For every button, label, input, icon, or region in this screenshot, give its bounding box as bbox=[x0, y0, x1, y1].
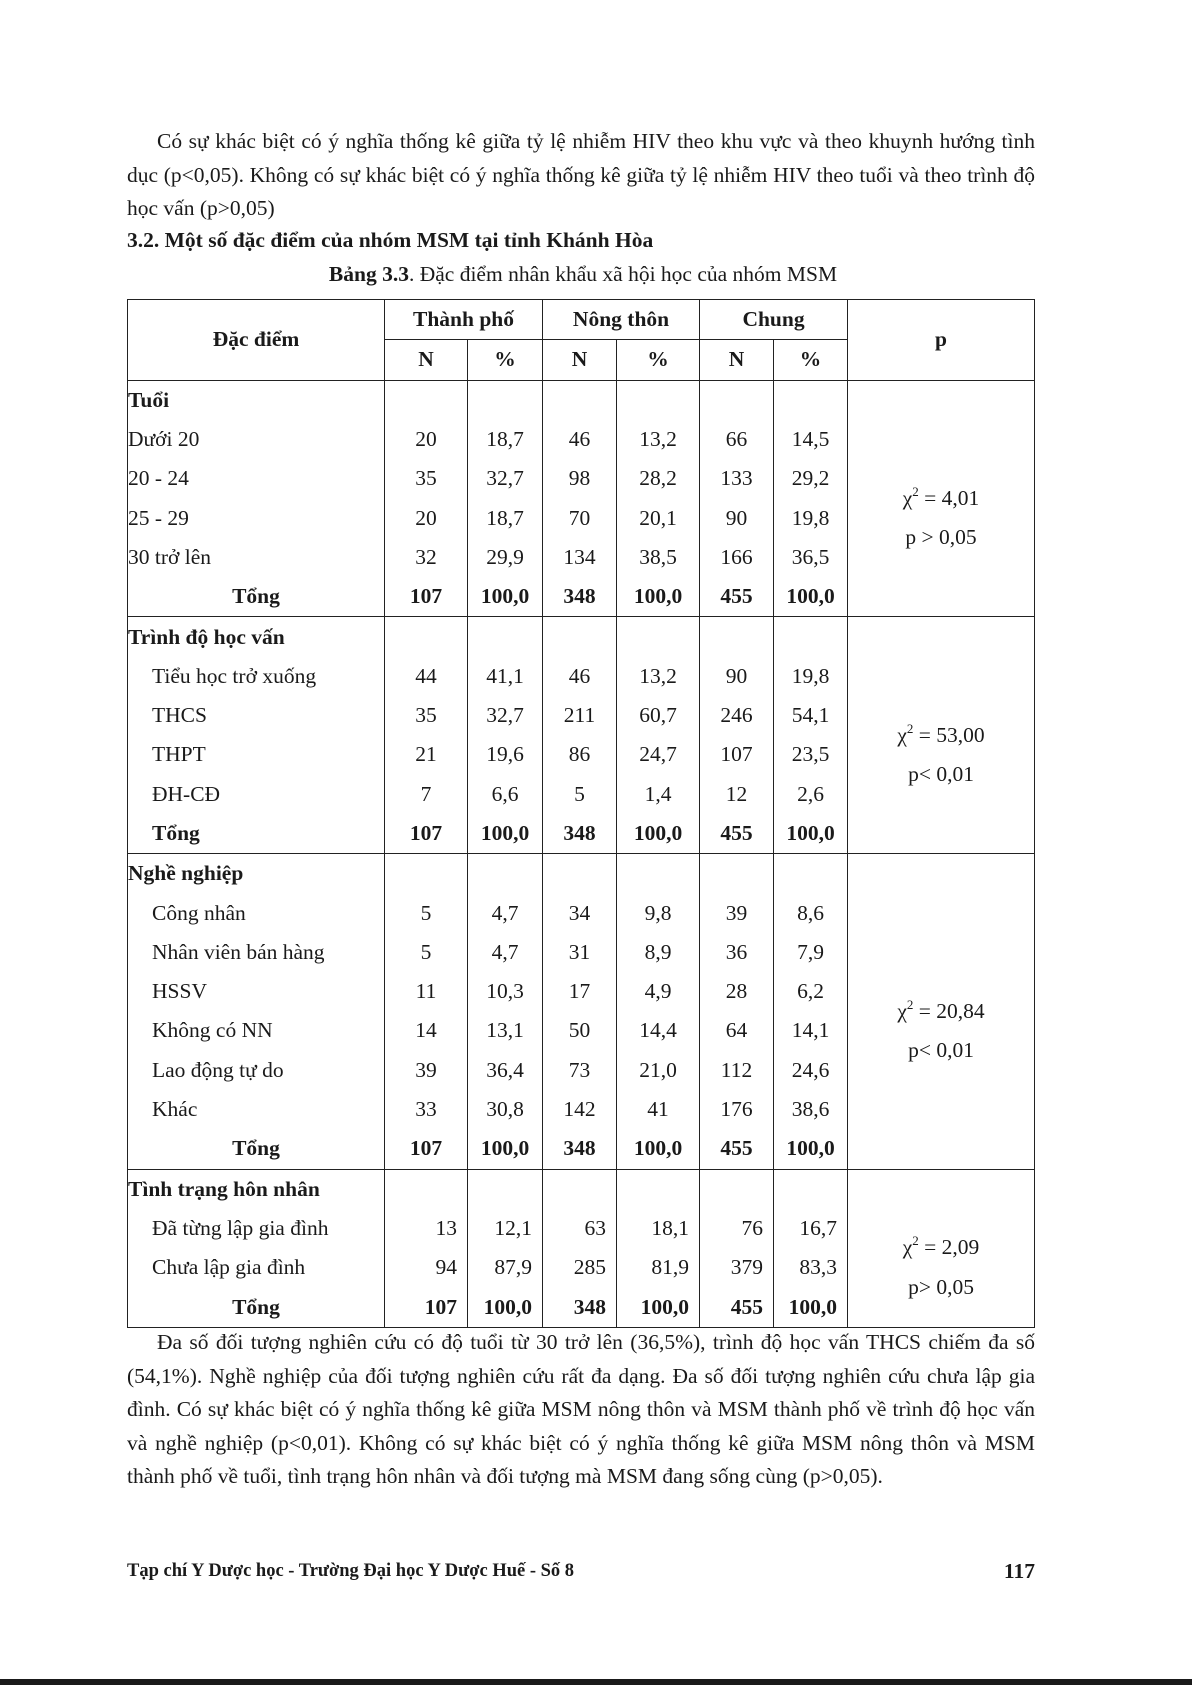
p-spacer bbox=[848, 440, 1034, 479]
count-cell: 20 bbox=[385, 498, 468, 537]
count-cell: 46 bbox=[543, 657, 617, 696]
count-cell: 90 bbox=[700, 498, 774, 537]
count-cell: 21 bbox=[385, 735, 468, 774]
chi-value: = 2,09 bbox=[918, 1235, 980, 1260]
percent-cell: 32,7 bbox=[468, 696, 543, 735]
chi-value: = 20,84 bbox=[913, 998, 985, 1023]
count-cell: 70 bbox=[543, 498, 617, 537]
chi-superscript: 2 bbox=[912, 1233, 919, 1249]
count-cell: 13 bbox=[385, 1209, 468, 1248]
percent-cell: 100,0 bbox=[468, 1129, 543, 1169]
percent-cell: 100,0 bbox=[468, 1287, 543, 1327]
chi-superscript: 2 bbox=[912, 483, 919, 499]
row-label: THCS bbox=[128, 696, 385, 735]
count-cell: 31 bbox=[543, 933, 617, 972]
percent-cell: 14,1 bbox=[774, 1011, 848, 1050]
group-title-row bbox=[128, 617, 1035, 657]
count-cell: 12 bbox=[700, 775, 774, 814]
empty-cell bbox=[468, 1169, 543, 1209]
group-title: Tình trạng hôn nhân bbox=[128, 1169, 385, 1209]
count-cell: 33 bbox=[385, 1090, 468, 1129]
chi-square-statistic bbox=[848, 992, 1034, 1031]
percent-cell: 100,0 bbox=[774, 1129, 848, 1169]
row-label: Tổng bbox=[128, 1287, 385, 1327]
table-group bbox=[128, 617, 1035, 854]
percent-cell: 60,7 bbox=[617, 696, 700, 735]
count-cell: 32 bbox=[385, 538, 468, 577]
count-cell: 134 bbox=[543, 538, 617, 577]
p-value-cell bbox=[848, 1169, 1035, 1327]
group-title-row bbox=[128, 1169, 1035, 1209]
empty-cell bbox=[385, 854, 468, 894]
chi-symbol: χ bbox=[902, 485, 913, 510]
chi-square-statistic bbox=[848, 479, 1034, 518]
empty-cell bbox=[774, 854, 848, 894]
percent-cell: 1,4 bbox=[617, 775, 700, 814]
count-cell: 142 bbox=[543, 1090, 617, 1129]
count-cell: 107 bbox=[385, 1287, 468, 1327]
count-cell: 63 bbox=[543, 1209, 617, 1248]
table-caption-text: . Đặc điểm nhân khẩu xã hội học của nhóm MSM bbox=[408, 262, 838, 286]
count-cell: 348 bbox=[543, 814, 617, 854]
header-pct: % bbox=[774, 340, 848, 380]
percent-cell: 100,0 bbox=[617, 1129, 700, 1169]
count-cell: 7 bbox=[385, 775, 468, 814]
count-cell: 14 bbox=[385, 1011, 468, 1050]
chi-value: = 4,01 bbox=[918, 485, 980, 510]
percent-cell: 18,1 bbox=[617, 1209, 700, 1248]
count-cell: 39 bbox=[700, 893, 774, 932]
count-cell: 34 bbox=[543, 893, 617, 932]
count-cell: 107 bbox=[385, 1129, 468, 1169]
group-title-row bbox=[128, 854, 1035, 894]
header-n: N bbox=[700, 340, 774, 380]
table-group bbox=[128, 380, 1035, 617]
scan-edge-bar bbox=[0, 1679, 1192, 1685]
row-label: Tổng bbox=[128, 1129, 385, 1169]
percent-cell: 16,7 bbox=[774, 1209, 848, 1248]
chi-value: = 53,00 bbox=[913, 722, 985, 747]
p-value: p> 0,05 bbox=[908, 1274, 974, 1299]
chi-symbol: χ bbox=[897, 722, 907, 747]
percent-cell: 38,5 bbox=[617, 538, 700, 577]
percent-cell: 13,1 bbox=[468, 1011, 543, 1050]
row-label: Khác bbox=[128, 1090, 385, 1129]
percent-cell: 19,8 bbox=[774, 498, 848, 537]
empty-cell bbox=[543, 1169, 617, 1209]
count-cell: 133 bbox=[700, 459, 774, 498]
count-cell: 5 bbox=[385, 893, 468, 932]
row-label: Đã từng lập gia đình bbox=[128, 1209, 385, 1248]
empty-cell bbox=[617, 1169, 700, 1209]
count-cell: 66 bbox=[700, 420, 774, 459]
percent-cell: 36,5 bbox=[774, 538, 848, 577]
p-value-cell bbox=[848, 617, 1035, 854]
percent-cell: 41,1 bbox=[468, 657, 543, 696]
intro-paragraph: Có sự khác biệt có ý nghĩa thống kê giữa tỷ lệ nhiễm HIV theo khu vực và theo khuynh hướng tình dục (p<0,05). Không có sự khác biệt có ý nghĩa thống kê giữa tỷ lệ nhiễm HIV theo tuổi và theo trình độ học vấn (p>0,05) bbox=[127, 129, 1035, 220]
row-label: 30 trở lên bbox=[128, 538, 385, 577]
p-spacer bbox=[848, 676, 1034, 715]
header-pct: % bbox=[617, 340, 700, 380]
count-cell: 86 bbox=[543, 735, 617, 774]
header-nong-thon: Nông thôn bbox=[543, 300, 700, 340]
percent-cell: 8,6 bbox=[774, 893, 848, 932]
empty-cell bbox=[468, 617, 543, 657]
percent-cell: 100,0 bbox=[774, 1287, 848, 1327]
header-n: N bbox=[385, 340, 468, 380]
count-cell: 90 bbox=[700, 657, 774, 696]
percent-cell: 8,9 bbox=[617, 933, 700, 972]
percent-cell: 100,0 bbox=[617, 577, 700, 617]
count-cell: 379 bbox=[700, 1248, 774, 1287]
percent-cell: 21,0 bbox=[617, 1051, 700, 1090]
count-cell: 20 bbox=[385, 420, 468, 459]
p-value-cell bbox=[848, 854, 1035, 1169]
percent-cell: 83,3 bbox=[774, 1248, 848, 1287]
count-cell: 107 bbox=[385, 814, 468, 854]
count-cell: 44 bbox=[385, 657, 468, 696]
percent-cell: 10,3 bbox=[468, 972, 543, 1011]
count-cell: 348 bbox=[543, 1287, 617, 1327]
empty-cell bbox=[774, 1169, 848, 1209]
percent-cell: 28,2 bbox=[617, 459, 700, 498]
count-cell: 285 bbox=[543, 1248, 617, 1287]
empty-cell bbox=[543, 380, 617, 420]
percent-cell: 54,1 bbox=[774, 696, 848, 735]
table-caption bbox=[0, 262, 1166, 287]
percent-cell: 14,5 bbox=[774, 420, 848, 459]
header-n: N bbox=[543, 340, 617, 380]
row-label: 20 - 24 bbox=[128, 459, 385, 498]
empty-cell bbox=[774, 380, 848, 420]
p-spacer bbox=[848, 952, 1034, 991]
count-cell: 50 bbox=[543, 1011, 617, 1050]
group-title-row bbox=[128, 380, 1035, 420]
empty-cell bbox=[385, 1169, 468, 1209]
row-label: Chưa lập gia đình bbox=[128, 1248, 385, 1287]
percent-cell: 100,0 bbox=[468, 577, 543, 617]
empty-cell bbox=[385, 617, 468, 657]
p-value: p > 0,05 bbox=[905, 525, 977, 550]
percent-cell: 100,0 bbox=[617, 814, 700, 854]
percent-cell: 9,8 bbox=[617, 893, 700, 932]
p-value: p< 0,01 bbox=[908, 761, 974, 786]
percent-cell: 23,5 bbox=[774, 735, 848, 774]
count-cell: 455 bbox=[700, 1287, 774, 1327]
row-label: Tiểu học trở xuống bbox=[128, 657, 385, 696]
empty-cell bbox=[700, 617, 774, 657]
count-cell: 28 bbox=[700, 972, 774, 1011]
percent-cell: 81,9 bbox=[617, 1248, 700, 1287]
journal-footer: Tạp chí Y Dược học - Trường Đại học Y Dược Huế - Số 8 bbox=[127, 1561, 575, 1581]
group-title: Tuổi bbox=[128, 380, 385, 420]
chi-superscript: 2 bbox=[906, 720, 914, 736]
row-label: Tổng bbox=[128, 814, 385, 854]
header-chung: Chung bbox=[700, 300, 848, 340]
percent-cell: 30,8 bbox=[468, 1090, 543, 1129]
percent-cell: 24,6 bbox=[774, 1051, 848, 1090]
row-label: Lao động tự do bbox=[128, 1051, 385, 1090]
count-cell: 94 bbox=[385, 1248, 468, 1287]
percent-cell: 100,0 bbox=[617, 1287, 700, 1327]
empty-cell bbox=[700, 380, 774, 420]
count-cell: 39 bbox=[385, 1051, 468, 1090]
percent-cell: 4,9 bbox=[617, 972, 700, 1011]
p-spacer bbox=[848, 1189, 1034, 1228]
section-heading: 3.2. Một số đặc điểm của nhóm MSM tại tỉnh Khánh Hòa bbox=[127, 228, 654, 252]
chi-symbol: χ bbox=[902, 1235, 913, 1260]
count-cell: 5 bbox=[543, 775, 617, 814]
count-cell: 348 bbox=[543, 577, 617, 617]
percent-cell: 32,7 bbox=[468, 459, 543, 498]
percent-cell: 19,8 bbox=[774, 657, 848, 696]
p-value: p< 0,01 bbox=[908, 1037, 974, 1062]
empty-cell bbox=[617, 380, 700, 420]
percent-cell: 18,7 bbox=[468, 420, 543, 459]
percent-cell: 100,0 bbox=[468, 814, 543, 854]
row-label: 25 - 29 bbox=[128, 498, 385, 537]
count-cell: 35 bbox=[385, 696, 468, 735]
count-cell: 46 bbox=[543, 420, 617, 459]
p-value-cell bbox=[848, 380, 1035, 617]
percent-cell: 6,6 bbox=[468, 775, 543, 814]
row-label: HSSV bbox=[128, 972, 385, 1011]
chi-square-statistic bbox=[848, 716, 1034, 755]
count-cell: 166 bbox=[700, 538, 774, 577]
count-cell: 64 bbox=[700, 1011, 774, 1050]
chi-symbol: χ bbox=[897, 998, 907, 1023]
percent-cell: 41 bbox=[617, 1090, 700, 1129]
count-cell: 17 bbox=[543, 972, 617, 1011]
count-cell: 35 bbox=[385, 459, 468, 498]
group-title: Trình độ học vấn bbox=[128, 617, 385, 657]
row-label: ĐH-CĐ bbox=[128, 775, 385, 814]
count-cell: 107 bbox=[700, 735, 774, 774]
page-number: 117 bbox=[1003, 1559, 1035, 1583]
percent-cell: 29,9 bbox=[468, 538, 543, 577]
percent-cell: 100,0 bbox=[774, 577, 848, 617]
chi-square-statistic bbox=[848, 1228, 1034, 1267]
row-label: Nhân viên bán hàng bbox=[128, 933, 385, 972]
percent-cell: 13,2 bbox=[617, 420, 700, 459]
count-cell: 246 bbox=[700, 696, 774, 735]
percent-cell: 36,4 bbox=[468, 1051, 543, 1090]
count-cell: 455 bbox=[700, 1129, 774, 1169]
percent-cell: 4,7 bbox=[468, 933, 543, 972]
msm-characteristics-table bbox=[127, 299, 1035, 1328]
header-dac-diem: Đặc điểm bbox=[128, 300, 385, 381]
empty-cell bbox=[774, 617, 848, 657]
empty-cell bbox=[617, 854, 700, 894]
empty-cell bbox=[468, 854, 543, 894]
percent-cell: 20,1 bbox=[617, 498, 700, 537]
empty-cell bbox=[543, 617, 617, 657]
percent-cell: 87,9 bbox=[468, 1248, 543, 1287]
count-cell: 76 bbox=[700, 1209, 774, 1248]
count-cell: 11 bbox=[385, 972, 468, 1011]
count-cell: 5 bbox=[385, 933, 468, 972]
empty-cell bbox=[543, 854, 617, 894]
percent-cell: 4,7 bbox=[468, 893, 543, 932]
percent-cell: 13,2 bbox=[617, 657, 700, 696]
header-pct: % bbox=[468, 340, 543, 380]
percent-cell: 14,4 bbox=[617, 1011, 700, 1050]
count-cell: 73 bbox=[543, 1051, 617, 1090]
empty-cell bbox=[468, 380, 543, 420]
count-cell: 107 bbox=[385, 577, 468, 617]
percent-cell: 29,2 bbox=[774, 459, 848, 498]
count-cell: 98 bbox=[543, 459, 617, 498]
count-cell: 348 bbox=[543, 1129, 617, 1169]
summary-paragraph: Đa số đối tượng nghiên cứu có độ tuổi từ 30 trở lên (36,5%), trình độ học vấn THCS chiếm đa số (54,1%). Nghề nghiệp của đối tượng nghiên cứu rất đa dạng. Đa số đối tượng nghiên cứu chưa lập gia đình. Có sự khác biệt có ý nghĩa thống kê giữa MSM nông thôn và MSM thành phố về trình độ học vấn và nghề nghiệp (p<0,01). Không có sự khác biệt có ý nghĩa thống kê giữa MSM nông thôn và MSM thành phố về tuổi, tình trạng hôn nhân và đối tượng mà MSM đang sống cùng (p>0,05). bbox=[127, 1330, 1035, 1488]
header-p: p bbox=[848, 300, 1035, 381]
count-cell: 455 bbox=[700, 814, 774, 854]
count-cell: 455 bbox=[700, 577, 774, 617]
percent-cell: 18,7 bbox=[468, 498, 543, 537]
row-label: Dưới 20 bbox=[128, 420, 385, 459]
table-group bbox=[128, 1169, 1035, 1327]
row-label: Không có NN bbox=[128, 1011, 385, 1050]
row-label: Công nhân bbox=[128, 893, 385, 932]
percent-cell: 38,6 bbox=[774, 1090, 848, 1129]
empty-cell bbox=[385, 380, 468, 420]
empty-cell bbox=[700, 854, 774, 894]
count-cell: 211 bbox=[543, 696, 617, 735]
percent-cell: 2,6 bbox=[774, 775, 848, 814]
count-cell: 112 bbox=[700, 1051, 774, 1090]
empty-cell bbox=[700, 1169, 774, 1209]
percent-cell: 100,0 bbox=[774, 814, 848, 854]
percent-cell: 7,9 bbox=[774, 933, 848, 972]
percent-cell: 19,6 bbox=[468, 735, 543, 774]
count-cell: 176 bbox=[700, 1090, 774, 1129]
percent-cell: 24,7 bbox=[617, 735, 700, 774]
chi-superscript: 2 bbox=[906, 996, 914, 1012]
percent-cell: 12,1 bbox=[468, 1209, 543, 1248]
count-cell: 36 bbox=[700, 933, 774, 972]
row-label: Tổng bbox=[128, 577, 385, 617]
table-caption-label: Bảng 3.3 bbox=[328, 262, 409, 286]
empty-cell bbox=[617, 617, 700, 657]
header-thanh-pho: Thành phố bbox=[385, 300, 543, 340]
group-title: Nghề nghiệp bbox=[128, 854, 385, 894]
table-group bbox=[128, 854, 1035, 1169]
percent-cell: 6,2 bbox=[774, 972, 848, 1011]
row-label: THPT bbox=[128, 735, 385, 774]
